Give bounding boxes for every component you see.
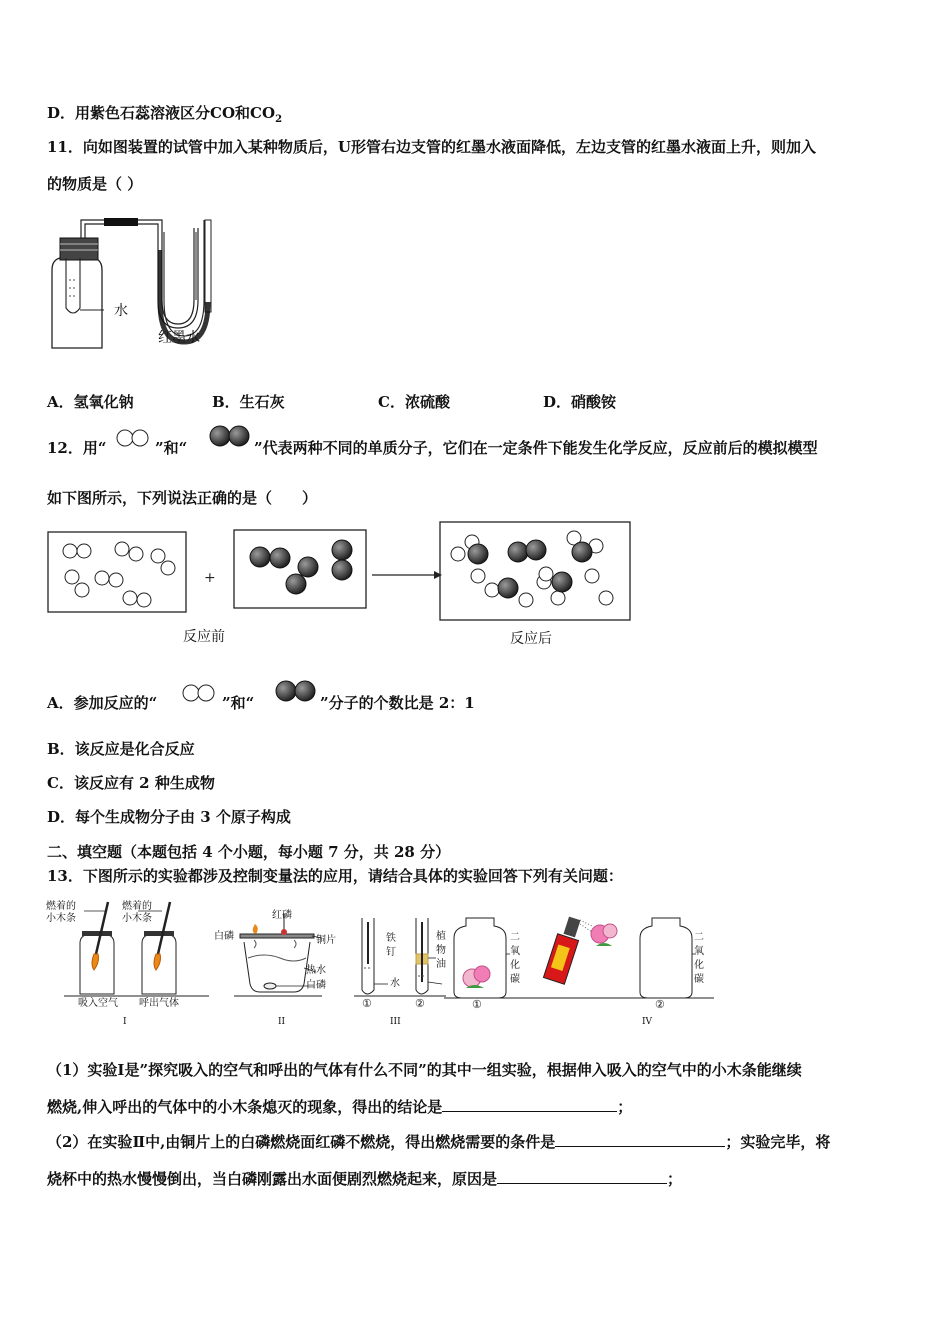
q13-part1-line1: （1）实验Ⅰ是”探究吸入的空气和呼出的气体有什么不同”的其中一组实验，根据伸入吸入的空气中的小木条能继续	[47, 1061, 802, 1079]
q12-option-a-suffix: ”分子的个数比是 2：1	[320, 694, 475, 712]
exp2-white-p-label: 白磷	[214, 931, 234, 942]
exp4-co2-label-2: 二 氧 化 碳	[694, 932, 704, 985]
black-molecule-icon	[207, 424, 255, 448]
exp1-stick1-label: 燃着的 小木条	[46, 901, 76, 924]
exp1-gas1-label: 吸入空气	[78, 998, 118, 1009]
exp3-water-label: 水	[390, 978, 400, 989]
q10-option-d: D．用紫色石蕊溶液区分CO和$CO_2$	[47, 104, 283, 125]
exp3-tube1-number: ①	[362, 997, 372, 1010]
black-molecule-icon	[273, 679, 321, 703]
exp3-number: III	[390, 1017, 401, 1027]
answer-blank-3[interactable]	[497, 1169, 667, 1184]
q12-stem-line2: 如下图所示，下列说法正确的是（ ）	[47, 489, 318, 507]
exp4-number: IV	[642, 1017, 653, 1027]
q12-option-a-prefix: A．参加反应的“	[47, 694, 158, 712]
exp3-tube2-number: ②	[415, 997, 425, 1010]
q12-option-b: B．该反应是化合反应	[47, 740, 195, 758]
q12-stem-suffix: ”代表两种不同的单质分子，它们在一定条件下能发生化学反应，反应前后的模拟模型	[254, 439, 818, 457]
q11-option-c: C．浓硫酸	[378, 393, 450, 411]
q12-option-d: D．每个生成物分子由 3 个原子构成	[47, 808, 291, 826]
white-molecule-icon	[114, 428, 154, 448]
exp3-oil-label: 植 物 油	[436, 931, 446, 970]
section2-title: 二、填空题（本题包括 4 个小题，每小题 7 分，共 28 分）	[47, 843, 451, 861]
white-molecule-icon	[180, 683, 220, 703]
exp2-red-p-label: 红磷	[272, 910, 292, 921]
exp1-gas2-label: 呼出气体	[139, 998, 179, 1009]
q12-option-a-and: ”和“	[222, 694, 255, 712]
exp1-number: I	[123, 1017, 127, 1027]
chem-co2: CO	[250, 104, 276, 122]
q11-stem-line1: 11．向如图装置的试管中加入某种物质后，U形管右边支管的红墨水液面降低，左边支管的红墨水液面上升，则加入	[47, 138, 816, 156]
exp4-jar2-number: ②	[655, 998, 665, 1011]
q12-label-before: 反应前	[183, 629, 225, 645]
q11-apparatus-figure	[44, 210, 234, 350]
q12-option-c: C．该反应有 2 种生成物	[47, 774, 215, 792]
q11-option-a: A．氢氧化钠	[47, 393, 134, 411]
answer-blank-2[interactable]	[555, 1132, 725, 1147]
q11-stem-line2: 的物质是（ ）	[47, 175, 143, 193]
q13-part1-line2: 燃烧,伸入呼出的气体中的小木条熄灭的现象，得出的结论是 ；	[47, 1098, 633, 1116]
q12-label-after: 反应后	[510, 631, 552, 647]
exp3-iron-label: 铁 钉	[386, 933, 396, 958]
answer-blank-1[interactable]	[442, 1097, 617, 1112]
exp2-number: II	[278, 1017, 286, 1027]
q13-stem: 13．下图所示的实验都涉及控制变量法的应用，请结合具体的实验回答下列有关问题：	[47, 867, 623, 885]
exp2-copper-label: 铜片	[316, 935, 336, 946]
svg-text:+: +	[204, 570, 216, 586]
exp2-hot-water-label: 热水	[306, 965, 326, 976]
exp2-white-p2-label: 白磷	[306, 980, 326, 991]
chem-co: CO	[210, 104, 236, 122]
q12-stem-prefix: 12．用“	[47, 439, 107, 457]
exp1-stick2-label: 燃着的 小木条	[122, 901, 152, 924]
q13-part2-line2: 烧杯中的热水慢慢倒出，当白磷刚露出水面便剧烈燃烧起来，原因是 ；	[47, 1170, 683, 1188]
q11-option-d: D．硝酸铵	[543, 393, 617, 411]
q11-label-red-ink: 红墨水	[158, 330, 200, 346]
exp4-jar1-number: ①	[472, 998, 482, 1011]
q13-part2-line1: （2）在实验Ⅱ中,由铜片上的白磷燃烧面红磷不燃烧，得出燃烧需要的条件是 ；实验完毕，将	[47, 1133, 831, 1151]
q11-label-water: 水	[114, 303, 128, 319]
q11-option-b: B．生石灰	[212, 393, 285, 411]
exp4-co2-label-1: 二 氧 化 碳	[510, 932, 520, 985]
q12-stem-and: ”和“	[155, 439, 188, 457]
